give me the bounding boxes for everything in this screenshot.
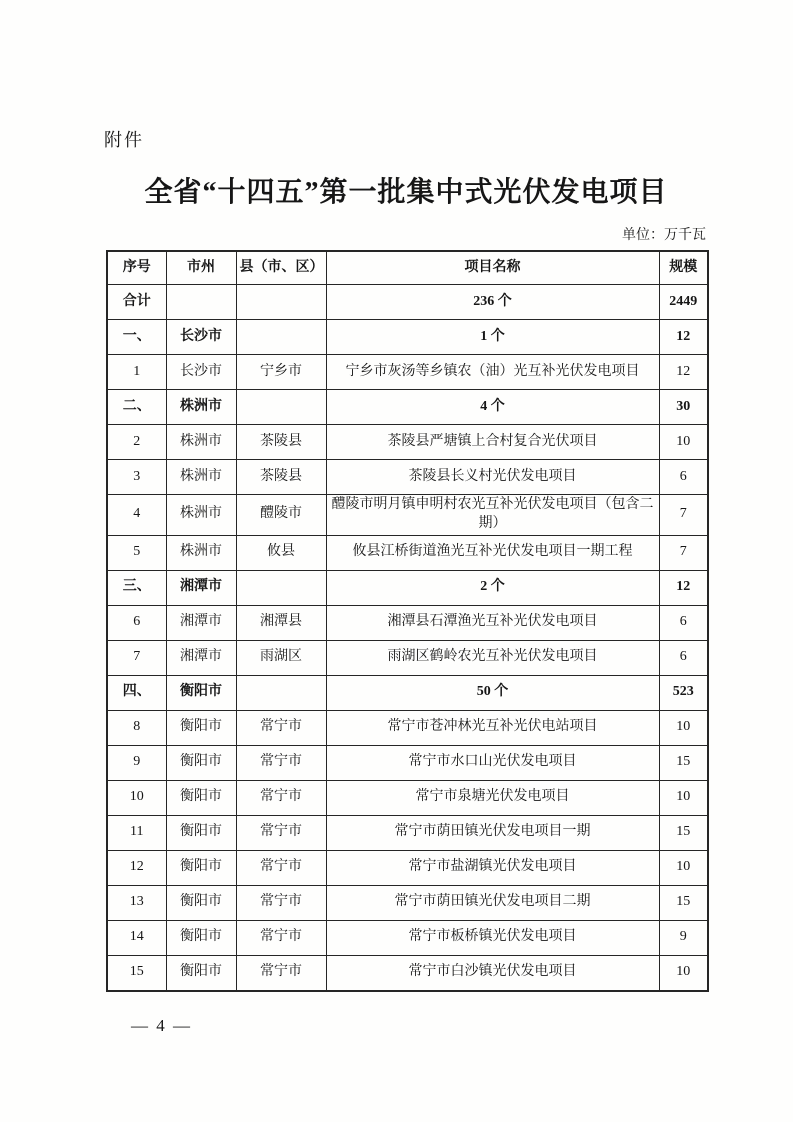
unit-label: 单位：万千瓦 [622,228,706,243]
cell-serial-no: 四、 [107,675,166,710]
cell-serial-no: 合计 [107,285,166,320]
cell-city: 衡阳市 [166,710,236,745]
cell-city: 湘潭市 [166,605,236,640]
cell-county [236,390,326,425]
cell-city: 衡阳市 [166,920,236,955]
cell-serial-no: 1 [107,355,166,390]
table-body [107,285,708,991]
cell-county: 醴陵市 [236,495,326,536]
cell-serial-no: 3 [107,460,166,495]
table-row [107,745,708,780]
cell-serial-no: 8 [107,710,166,745]
table-row [107,675,708,710]
table-row [107,815,708,850]
cell-county [236,285,326,320]
cell-county: 常宁市 [236,920,326,955]
table-row [107,885,708,920]
cell-serial-no: 5 [107,535,166,570]
cell-project-name: 茶陵县长义村光伏发电项目 [326,460,659,495]
cell-project-name: 常宁市水口山光伏发电项目 [326,745,659,780]
cell-serial-no: 15 [107,955,166,991]
cell-project-name: 攸县江桥街道渔光互补光伏发电项目一期工程 [326,535,659,570]
table-header-row [107,251,708,285]
header-city: 市州 [166,251,236,285]
cell-project-name: 宁乡市灰汤等乡镇农（油）光互补光伏发电项目 [326,355,659,390]
table-row [107,425,708,460]
cell-project-name: 50 个 [326,675,659,710]
cell-scale: 15 [659,745,708,780]
cell-project-name: 雨湖区鹤岭农光互补光伏发电项目 [326,640,659,675]
cell-project-name: 1 个 [326,320,659,355]
cell-project-name: 4 个 [326,390,659,425]
cell-scale: 6 [659,640,708,675]
cell-county: 常宁市 [236,745,326,780]
cell-project-name: 湘潭县石潭渔光互补光伏发电项目 [326,605,659,640]
cell-city: 长沙市 [166,355,236,390]
cell-project-name: 常宁市板桥镇光伏发电项目 [326,920,659,955]
cell-scale: 10 [659,710,708,745]
cell-serial-no: 11 [107,815,166,850]
cell-serial-no: 12 [107,850,166,885]
cell-project-name: 常宁市荫田镇光伏发电项目一期 [326,815,659,850]
header-county: 县（市、区） [236,251,326,285]
table-row [107,710,708,745]
cell-project-name: 常宁市荫田镇光伏发电项目二期 [326,885,659,920]
cell-project-name: 2 个 [326,570,659,605]
table-row [107,355,708,390]
table-row [107,850,708,885]
cell-county: 茶陵县 [236,460,326,495]
cell-county: 攸县 [236,535,326,570]
cell-city: 衡阳市 [166,955,236,991]
cell-city: 衡阳市 [166,675,236,710]
cell-scale: 6 [659,605,708,640]
cell-scale: 15 [659,815,708,850]
cell-county [236,675,326,710]
cell-city: 衡阳市 [166,815,236,850]
table-row [107,285,708,320]
cell-scale: 7 [659,535,708,570]
header-serial-no: 序号 [107,251,166,285]
cell-project-name: 茶陵县严塘镇上合村复合光伏项目 [326,425,659,460]
page-number: — 4 — [131,1016,192,1035]
cell-serial-no: 9 [107,745,166,780]
table-row [107,955,708,991]
projects-table [106,250,709,992]
cell-county: 雨湖区 [236,640,326,675]
table-row [107,570,708,605]
cell-serial-no: 2 [107,425,166,460]
cell-city: 株洲市 [166,535,236,570]
table-row [107,320,708,355]
cell-city: 长沙市 [166,320,236,355]
cell-serial-no: 二、 [107,390,166,425]
cell-serial-no: 6 [107,605,166,640]
cell-project-name: 236 个 [326,285,659,320]
cell-county: 宁乡市 [236,355,326,390]
cell-scale: 12 [659,355,708,390]
cell-county: 常宁市 [236,850,326,885]
cell-serial-no: 10 [107,780,166,815]
cell-city: 株洲市 [166,390,236,425]
table-row [107,780,708,815]
cell-city [166,285,236,320]
cell-city: 株洲市 [166,425,236,460]
table-row [107,920,708,955]
cell-scale: 15 [659,885,708,920]
cell-project-name: 常宁市泉塘光伏发电项目 [326,780,659,815]
cell-county: 常宁市 [236,885,326,920]
cell-county: 常宁市 [236,780,326,815]
cell-county: 常宁市 [236,955,326,991]
cell-serial-no: 14 [107,920,166,955]
table-row [107,390,708,425]
cell-scale: 9 [659,920,708,955]
cell-scale: 12 [659,570,708,605]
cell-serial-no: 13 [107,885,166,920]
cell-scale: 2449 [659,285,708,320]
cell-project-name: 常宁市苍冲林光互补光伏电站项目 [326,710,659,745]
page-title: 全省“十四五”第一批集中式光伏发电项目 [144,177,668,208]
cell-city: 湘潭市 [166,640,236,675]
cell-county: 常宁市 [236,710,326,745]
cell-county: 茶陵县 [236,425,326,460]
cell-scale: 30 [659,390,708,425]
cell-city: 衡阳市 [166,885,236,920]
cell-city: 株洲市 [166,495,236,536]
cell-serial-no: 4 [107,495,166,536]
cell-city: 衡阳市 [166,745,236,780]
cell-scale: 10 [659,780,708,815]
cell-serial-no: 一、 [107,320,166,355]
table-row [107,605,708,640]
cell-city: 衡阳市 [166,850,236,885]
cell-county: 湘潭县 [236,605,326,640]
cell-project-name: 醴陵市明月镇申明村农光互补光伏发电项目（包含二期） [326,495,659,536]
table-row [107,495,708,536]
cell-project-name: 常宁市盐湖镇光伏发电项目 [326,850,659,885]
header-scale: 规模 [659,251,708,285]
cell-scale: 10 [659,425,708,460]
cell-serial-no: 7 [107,640,166,675]
cell-scale: 7 [659,495,708,536]
cell-scale: 10 [659,955,708,991]
table-row [107,460,708,495]
table-row [107,640,708,675]
header-project-name: 项目名称 [326,251,659,285]
cell-scale: 523 [659,675,708,710]
cell-city: 湘潭市 [166,570,236,605]
cell-county [236,570,326,605]
attachment-label: 附件 [104,130,144,150]
cell-serial-no: 三、 [107,570,166,605]
cell-scale: 10 [659,850,708,885]
cell-city: 株洲市 [166,460,236,495]
table-row [107,535,708,570]
cell-city: 衡阳市 [166,780,236,815]
cell-project-name: 常宁市白沙镇光伏发电项目 [326,955,659,991]
cell-scale: 6 [659,460,708,495]
cell-scale: 12 [659,320,708,355]
cell-county [236,320,326,355]
cell-county: 常宁市 [236,815,326,850]
